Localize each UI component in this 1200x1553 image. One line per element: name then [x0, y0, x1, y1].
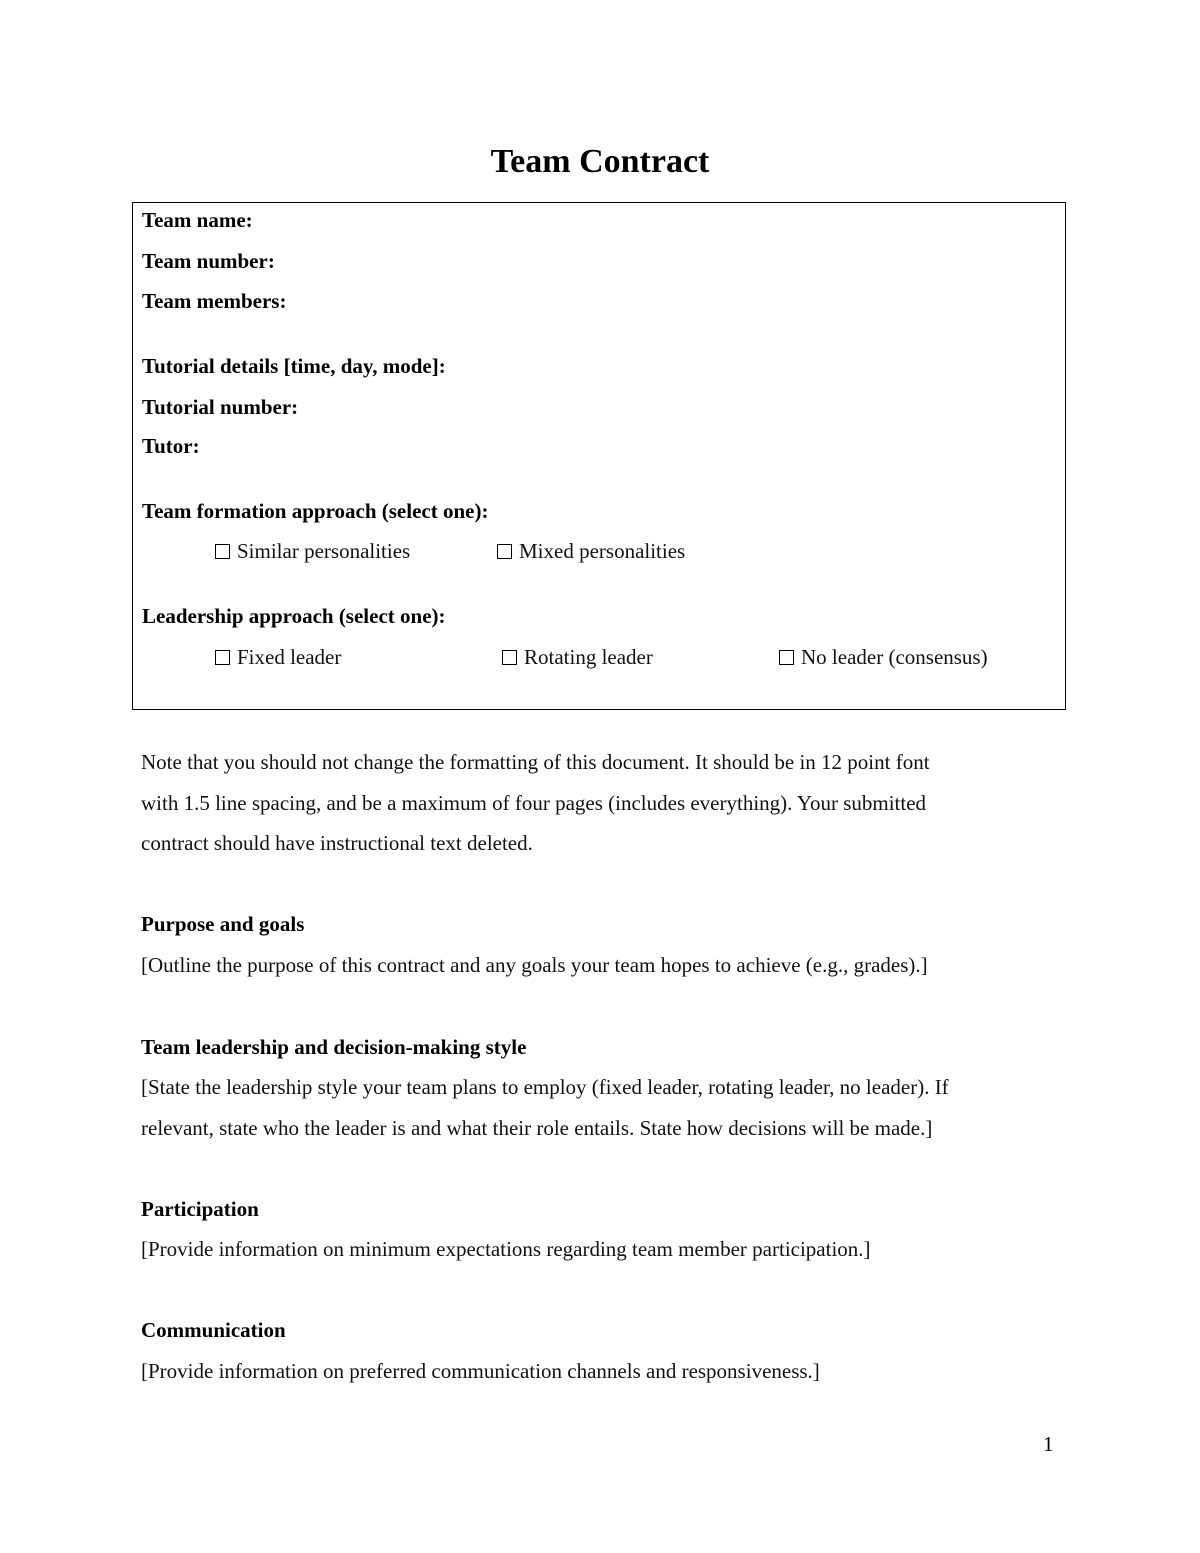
option-label: No leader (consensus) [801, 645, 988, 669]
checkbox-icon[interactable] [779, 650, 794, 665]
checkbox-icon[interactable] [215, 544, 230, 559]
option-label: Rotating leader [524, 645, 653, 669]
section-heading-participation: Participation [141, 1197, 259, 1221]
team-info-box [132, 202, 1066, 710]
note-line: with 1.5 line spacing, and be a maximum of four pages (includes everything). Your submitted [141, 790, 927, 815]
section-body-participation [141, 1229, 871, 1270]
instruction-line: [Outline the purpose of this contract and any goals your team hopes to achieve (e.g., grades).] [141, 953, 928, 977]
team-members-label: Team members: [142, 289, 287, 313]
team-number-label: Team number: [142, 249, 275, 273]
option-similar-personalities[interactable] [215, 537, 410, 565]
option-mixed-personalities[interactable] [497, 537, 685, 565]
option-label: Fixed leader [237, 645, 342, 669]
section-heading-leadership: Team leadership and decision-making style [141, 1035, 527, 1059]
checkbox-icon[interactable] [502, 650, 517, 665]
formatting-note [141, 742, 1071, 864]
team-formation-label: Team formation approach (select one): [142, 499, 489, 523]
page-number: 1 [1043, 1432, 1054, 1456]
leadership-approach-label: Leadership approach (select one): [142, 604, 446, 628]
option-no-leader[interactable] [779, 643, 988, 671]
option-label: Similar personalities [237, 539, 411, 563]
checkbox-icon[interactable] [497, 544, 512, 559]
option-label: Mixed personalities [519, 539, 686, 563]
section-body-purpose [141, 945, 928, 986]
section-body-communication [141, 1351, 820, 1392]
instruction-line: relevant, state who the leader is and what their role entails. State how decisions will be made.] [141, 1115, 933, 1140]
tutorial-details-label: Tutorial details [time, day, mode]: [142, 354, 446, 378]
tutorial-number-label: Tutorial number: [142, 395, 299, 419]
checkbox-icon[interactable] [215, 650, 230, 665]
option-rotating-leader[interactable] [502, 643, 653, 671]
note-line: Note that you should not change the formatting of this document. It should be in 12 point font [141, 750, 930, 774]
note-line: contract should have instructional text deleted. [141, 831, 533, 856]
instruction-line: [Provide information on preferred communication channels and responsiveness.] [141, 1359, 820, 1383]
tutor-label: Tutor: [142, 434, 200, 458]
section-body-leadership [141, 1067, 949, 1148]
option-fixed-leader[interactable] [215, 643, 341, 671]
section-heading-purpose: Purpose and goals [141, 912, 305, 936]
section-heading-communication: Communication [141, 1318, 286, 1342]
team-name-label: Team name: [142, 208, 253, 232]
instruction-line: [Provide information on minimum expectations regarding team member participation.] [141, 1237, 871, 1261]
instruction-line: [State the leadership style your team plans to employ (fixed leader, rotating leader, no leader). If [141, 1075, 949, 1099]
page-title: Team Contract [490, 143, 710, 180]
